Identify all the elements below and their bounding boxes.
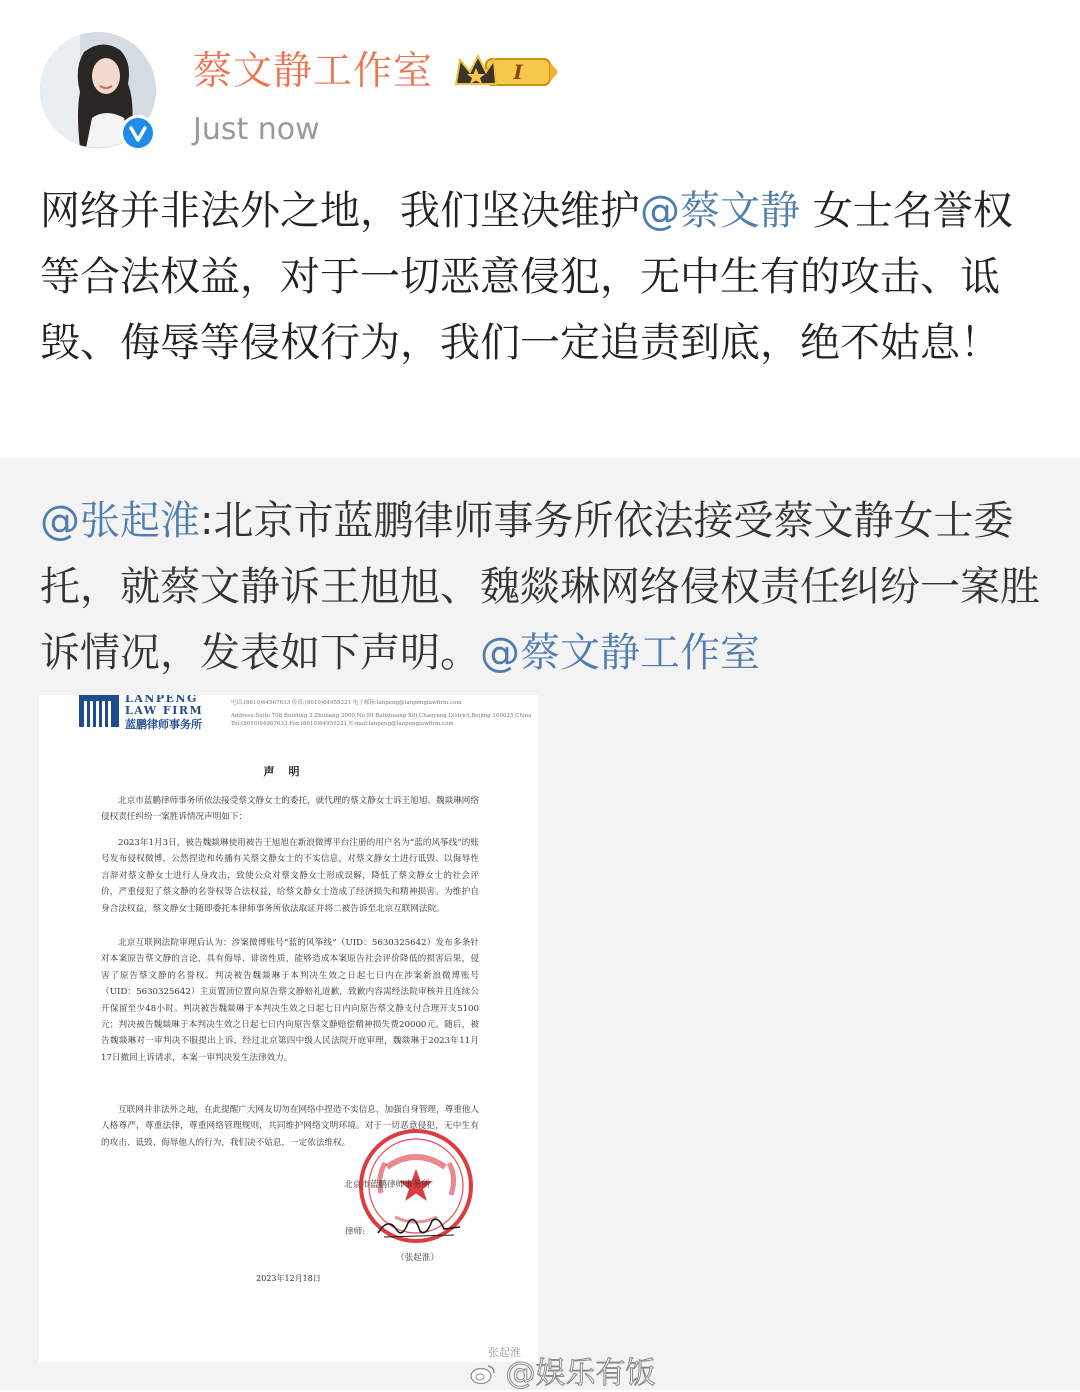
crown-rank-badge-icon (452, 50, 560, 98)
contact-line: 电话:(8610)64967633 传真:(8610)64959221 电子邮箱:lanpeng@lanpenglawfirm.com (231, 700, 462, 706)
verified-badge-icon (120, 115, 156, 151)
logo-en-1: LANPENG (125, 695, 198, 705)
watermark-text: @娱乐有饭 (505, 1356, 656, 1391)
firm-signature: 北京市蓝鹏律师事务所 (344, 1180, 430, 1190)
lawyer-label: 律师: (345, 1227, 366, 1237)
post-text-part: 女士名誉权等合法权益，对于一切恶意侵犯，无中生有的攻击、诋毁、侮辱等侵权行为，我们一定追责到底，绝不姑息！ (40, 188, 1013, 366)
repost-mention-link[interactable]: @蔡文静工作室 (480, 630, 760, 676)
weibo-post (0, 0, 1080, 458)
username[interactable]: 蔡文静工作室 (193, 49, 434, 94)
watermark-small: 张起淮 (488, 1346, 521, 1359)
document-title: 声明 (263, 765, 314, 778)
contact-line: Address:Suite 708,Building 2,Zhubang 2000,No.99 Balizhuang Xili,Chaoyang District,Beijing 100025,China (231, 713, 532, 719)
repost-body (40, 488, 1040, 686)
lawyer-name: （张起淮） (396, 1253, 439, 1263)
document-paragraph: 2023年1月3日，被告魏燚琳使用被告王旭旭在新浪微博平台注册的用户名为“蓝的风筝线”的账号发布侵权微博，公然捏造和传播有关蔡文静女士的不实信息，对蔡文静女士进行诋毁、以侮辱性言辞对蔡文静女士进行人身攻击，致使公众对蔡文静女士形成误解，降低了蔡文静女士的社会评价，严重侵犯了蔡文静的名誉权等合法权益，给蔡文静女士造成了经济损失和精神损害。为维护自身合法权益，蔡文静女士随即委托本律师事务所依法取证并将二被告诉至北京互联网法院。 (101, 838, 479, 914)
repost-text: :北京市蓝鹏律师事务所依法接受蔡文静女士委托，就蔡文静诉王旭旭、魏燚琳网络侵权责任纠纷一案胜诉情况，发表如下声明。 (40, 498, 1040, 676)
contact-line: Tel:(8610)64967633 Fax:(8610)64959221 E-mail:lanpeng@lanpenglawfirm.com (231, 721, 454, 727)
post-timestamp: Just now (193, 112, 320, 147)
repost-author-link[interactable]: @张起淮 (40, 498, 200, 544)
document-paragraph: 北京市蓝鹏律师事务所依法接受蔡文静女士的委托，就代理的蔡文静女士诉王旭旭、魏燚琳网络侵权责任纠纷一案胜诉情况声明如下： (101, 796, 479, 823)
statement-document-image[interactable] (39, 695, 538, 1362)
reposted-content[interactable] (0, 458, 1080, 1390)
weibo-logo-icon (470, 1363, 496, 1385)
rank-badge-label: I (513, 60, 523, 84)
logo-en-2: LAW FIRM (125, 704, 204, 717)
document-paragraph: 互联网并非法外之地，在此提醒广大网友切勿在网络中捏造不实信息，加强自身管理，尊重他人人格尊严，尊重法律，尊重网络管理规则，共同维护网络文明环境。对于一切恶意侵犯，无中生有的攻击、诋毁、侮辱他人的行为，我们决不姑息，一定依法维权。 (101, 1105, 479, 1148)
mention-link[interactable]: @蔡文静 (640, 188, 800, 234)
post-text-part: 网络并非法外之地，我们坚决维护 (40, 188, 640, 234)
document-date: 2023年12月18日 (256, 1274, 321, 1283)
logo-cn: 蓝鹏律师事务所 (125, 718, 202, 731)
lanpeng-logo-icon (79, 695, 119, 727)
post-body (40, 178, 1040, 376)
handwritten-signature-icon (374, 1211, 464, 1241)
document-paragraph: 北京互联网法院审理后认为：涉案微博账号“蓝的风筝线”（UID：5630325642）发布多条针对本案原告蔡文静的言论，具有侮辱、诽谤性质，能够造成本案原告社会评价降低的损害后果，侵害了原告蔡文静的名誉权。判决被告魏燚琳于本判决生效之日起七日内在涉案新浪微博账号（UID：5630325642）主页置顶位置向原告蔡文静赔礼道歉，致歉内容需经法院审核并且连续公开保留至少48小时。判决被告魏燚琳于本判决生效之日起七日内向原告蔡文静支付合理开支5100元；判决被告魏燚琳于本判决生效之日起七日内向原告蔡文静赔偿精神损失费20000元。随后，被告魏燚琳对一审判决不服提出上诉，经过北京第四中级人民法院开庭审理，魏燚琳于2023年11月17日撤回上诉请求，本案一审判决发生法律效力。 (101, 938, 479, 1063)
watermark (470, 1348, 656, 1392)
